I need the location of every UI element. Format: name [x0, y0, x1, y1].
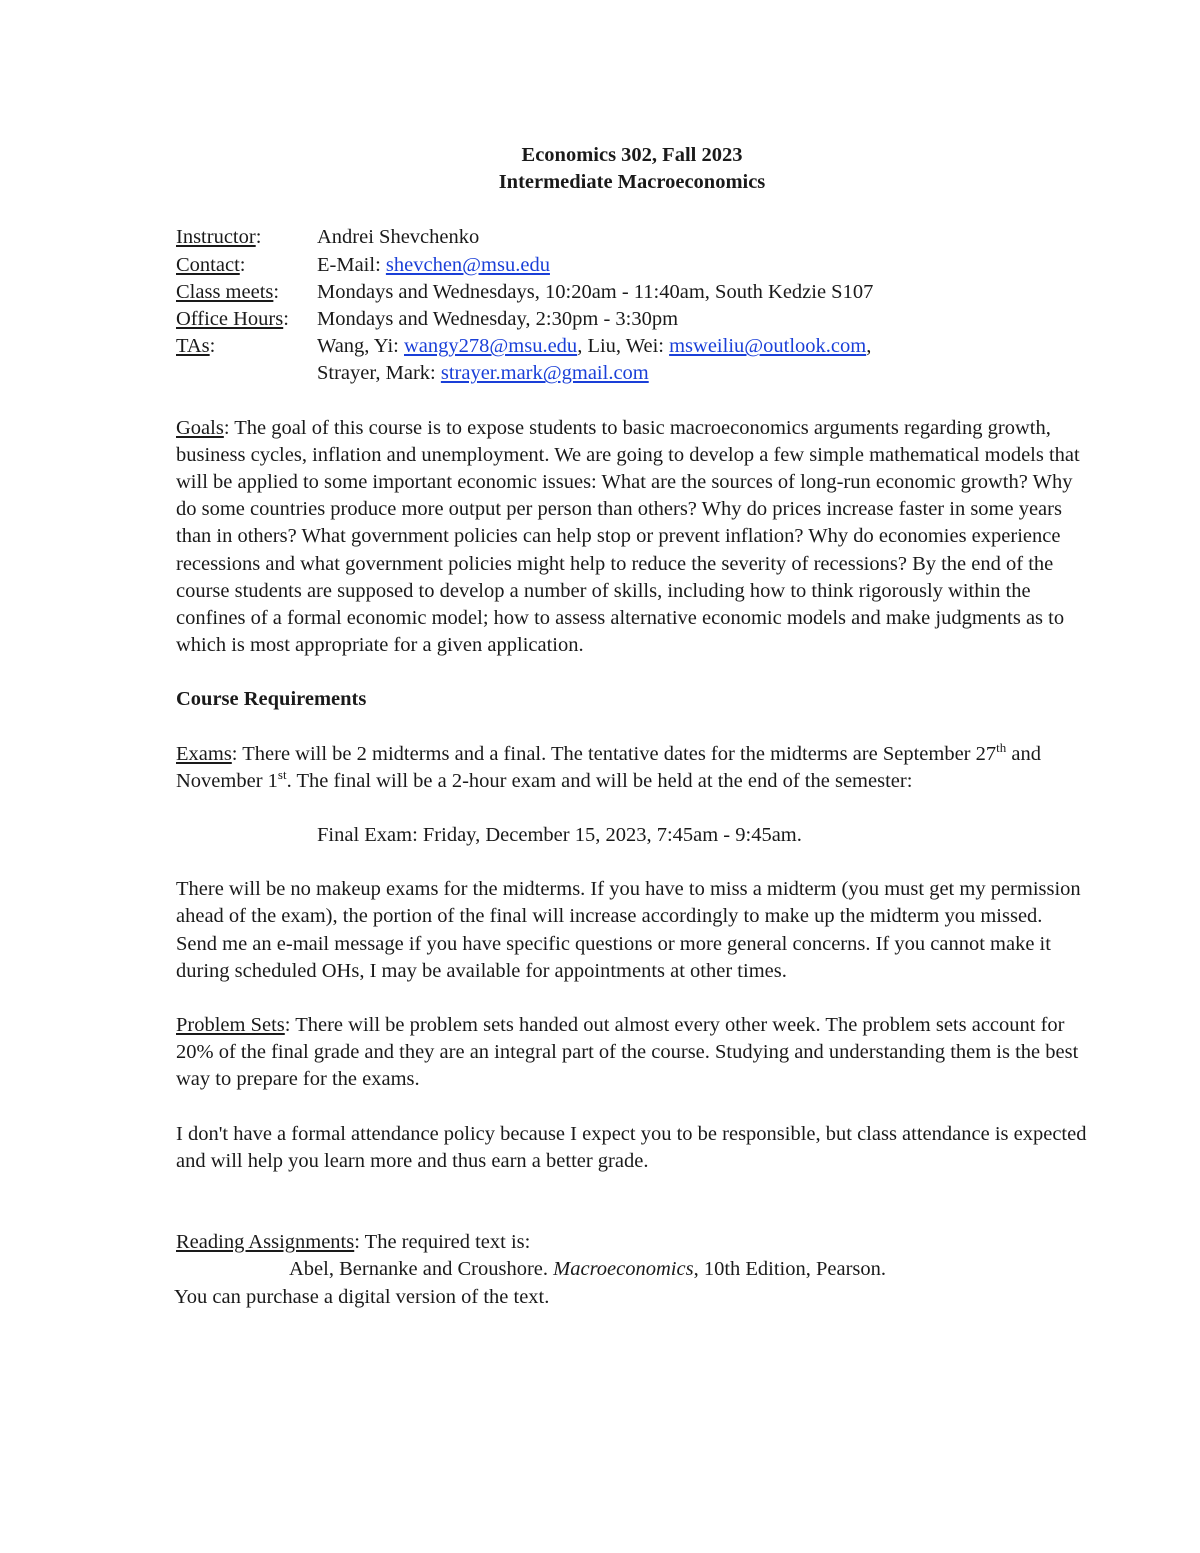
instructor-row: Instructor: Andrei Shevchenko: [176, 224, 1088, 251]
document-title: [176, 142, 1088, 196]
contact-row: Contact: E-Mail: shevchen@msu.edu: [176, 253, 550, 276]
textbook-reference: [176, 1256, 1088, 1283]
exams-sup-1: th: [996, 739, 1007, 755]
problem-sets-text: : There will be problem sets handed out almost every other week. The problem sets account for 20% of the final grade and they are an integral part of the course. Studying and understanding them is the best way to prepare for the exams.: [176, 1014, 1079, 1091]
reading-assignments: [176, 1229, 1088, 1311]
ta2-name: , Liu, Wei:: [577, 335, 670, 358]
textbook-title: Macroeconomics: [553, 1258, 694, 1281]
class-meets-value: Mondays and Wednesdays, 10:20am - 11:40am, South Kedzie S107: [317, 280, 874, 303]
problem-sets-paragraph: [176, 1012, 1088, 1094]
instructor-name: Andrei Shevchenko: [317, 226, 480, 249]
problem-sets-label: Problem Sets: [176, 1014, 285, 1037]
office-hours-value: Mondays and Wednesday, 2:30pm - 3:30pm: [317, 308, 679, 331]
attendance-paragraph: I don't have a formal attendance policy because I expect you to be responsible, but class attendance is expected and will help you learn more and thus earn a better grade.: [176, 1122, 1087, 1172]
reading-label: Reading Assignments: [176, 1231, 355, 1254]
tas-row: TAs: Wang, Yi: wangy278@msu.edu, Liu, Wei: msweiliu@outlook.com, Strayer, Mark: strayer.mark@gmail.com: [176, 335, 872, 385]
ta1-name: Wang, Yi:: [317, 335, 404, 358]
textbook-authors: Abel, Bernanke and Croushore.: [289, 1258, 554, 1281]
office-hours-row: Office Hours: Mondays and Wednesday, 2:30pm - 3:30pm: [176, 306, 1088, 333]
goals-text: : The goal of this course is to expose students to basic macroeconomics arguments regarding growth, business cycles, inflation and unemployment. We are going to develop a few simple mathematical models that will be applied to some important economic issues: What are the sources of long-run economic growth? Why do some countries produce more output per person than others? Why do prices increase faster in some years than in others? What government policies can help stop or prevent inflation? Why do economies experience recessions and what government policies might help to reduce the severity of recessions? By the end of the course students are supposed to develop a number of skills, including how to think rigorously within the confines of a formal economic model; how to assess alternative economic models and make judgments as to which is most appropriate for a given application.: [176, 416, 1080, 657]
exams-paragraph: [176, 741, 1088, 795]
course-info-block: [176, 224, 1088, 387]
exams-label: Exams: [176, 742, 232, 765]
tas-label: TAs: [176, 335, 210, 358]
ta1-email-link[interactable]: wangy278@msu.edu: [404, 335, 578, 358]
document-body: [176, 142, 1088, 1311]
exams-text-2: and November 1: [176, 742, 1041, 792]
exams-text-3: . The final will be a 2-hour exam and will be held at the end of the semester:: [286, 769, 913, 792]
instructor-email-link[interactable]: shevchen@msu.edu: [385, 253, 550, 276]
digital-version-note: You can purchase a digital version of the text.: [174, 1285, 550, 1308]
ta3-name: Strayer, Mark:: [317, 362, 441, 385]
makeup-paragraph: There will be no makeup exams for the midterms. If you have to miss a midterm (you must get my permission ahead of the exam), the portion of the final will increase accordingly to make up the midterm you missed. Send me an e-mail message if you have specific questions or more general concerns. If you cannot make it during scheduled OHs, I may be available for appointments at other times.: [176, 878, 1081, 982]
ta2-separator: ,: [866, 335, 872, 358]
exams-text-1: : There will be 2 midterms and a final. The tentative dates for the midterms are September 27: [231, 742, 997, 765]
instructor-label: Instructor: [176, 226, 256, 249]
exams-sup-2: st: [277, 767, 287, 783]
goals-label: Goals: [176, 416, 224, 439]
textbook-edition: , 10th Edition, Pearson.: [693, 1258, 887, 1281]
reading-intro: : The required text is:: [354, 1231, 531, 1254]
ta2-email-link[interactable]: msweiliu@outlook.com: [669, 335, 867, 358]
course-subtitle: Intermediate Macroeconomics: [498, 171, 766, 194]
ta3-email-link[interactable]: strayer.mark@gmail.com: [440, 362, 649, 385]
class-meets-row: Class meets: Mondays and Wednesdays, 10:20am - 11:40am, South Kedzie S107: [176, 279, 1088, 306]
goals-paragraph: [176, 415, 1088, 660]
final-exam-line: Final Exam: Friday, December 15, 2023, 7:45am - 9:45am.: [317, 824, 802, 847]
class-meets-label: Class meets: [176, 280, 274, 303]
course-requirements-heading: Course Requirements: [176, 688, 367, 711]
office-hours-label: Office Hours: [176, 308, 284, 331]
course-title: Economics 302, Fall 2023: [521, 144, 743, 166]
contact-prefix: E-Mail:: [317, 253, 386, 276]
contact-label: Contact: [176, 253, 240, 276]
